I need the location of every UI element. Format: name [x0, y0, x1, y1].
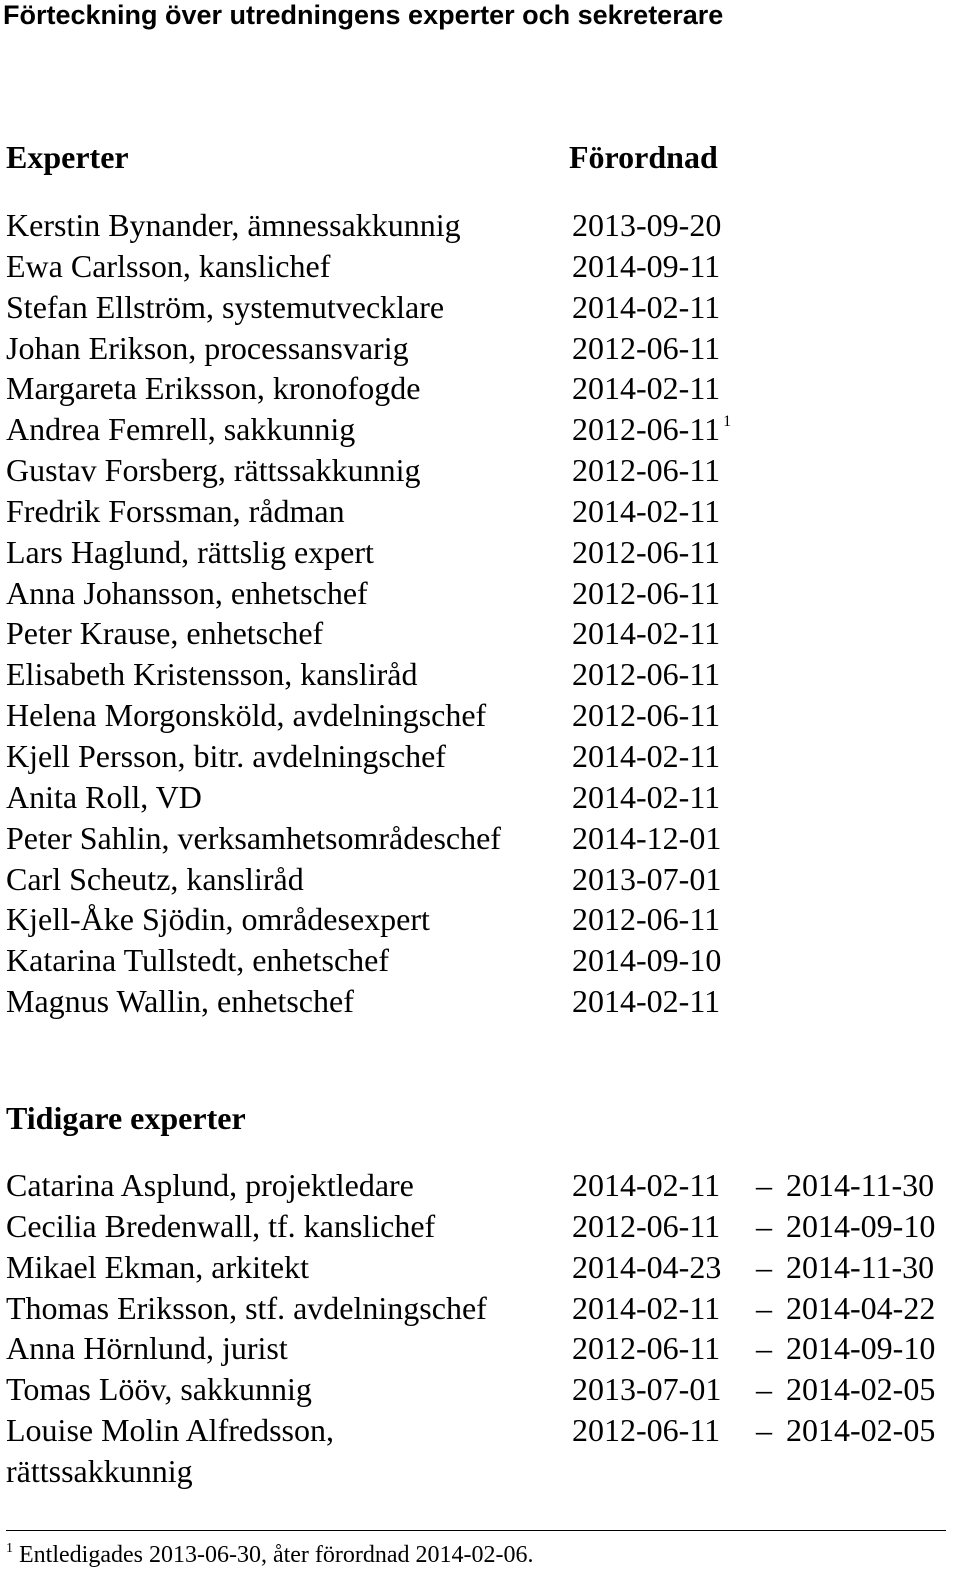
date-range-dash: – [756, 1248, 772, 1285]
footnote-text: Entledigades 2013-06-30, åter förordnad 2014-02-06. [19, 1542, 534, 1568]
former-expert-name: Thomas Eriksson, stf. avdelningschef [6, 1289, 487, 1326]
former-experts-heading: Tidigare experter [6, 1100, 246, 1136]
former-expert-from-date: 2013-07-01 [572, 1371, 722, 1408]
expert-name: Ewa Carlsson, kanslichef [6, 247, 331, 284]
expert-name: Anna Johansson, enhetschef [6, 574, 368, 611]
expert-date-value: 2014-02-11 [572, 737, 721, 774]
footnote-reference: 1 [723, 413, 732, 431]
appointed-date-heading: Förordnad [569, 139, 718, 175]
former-expert-to-date: 2014-09-10 [786, 1330, 936, 1367]
expert-name: Gustav Forsberg, rättssakkunnig [6, 452, 421, 489]
date-range-dash: – [756, 1207, 772, 1244]
expert-appointed-date [572, 613, 720, 654]
former-expert-from-date: 2014-02-11 [572, 1289, 721, 1326]
date-range-dash: – [756, 1167, 772, 1203]
expert-name: Margareta Eriksson, kronofogde [6, 370, 421, 407]
former-expert-from-date: 2012-06-11 [572, 1330, 721, 1367]
former-expert-name: Catarina Asplund, projektledare [6, 1167, 414, 1203]
expert-name: Katarina Tullstedt, enhetschef [6, 942, 390, 979]
expert-date-value: 2013-07-01 [572, 860, 722, 897]
expert-appointed-date [572, 287, 720, 328]
expert-appointed-date [572, 409, 731, 450]
former-expert-name: Louise Molin Alfredsson, rättssakkunnig [6, 1412, 334, 1489]
expert-name: Elisabeth Kristensson, kansliråd [6, 656, 418, 693]
footnote [6, 1540, 534, 1570]
former-expert-from-date: 2012-06-11 [572, 1412, 721, 1449]
former-expert-from-date: 2014-02-11 [572, 1167, 721, 1203]
expert-date-value: 2014-09-10 [572, 942, 722, 979]
former-expert-name: Anna Hörnlund, jurist [6, 1330, 288, 1367]
expert-appointed-date [572, 777, 720, 818]
expert-name: Lars Haglund, rättslig expert [6, 533, 374, 570]
expert-date-value: 2014-02-11 [572, 492, 721, 529]
expert-name: Stefan Ellström, systemutvecklare [6, 288, 445, 325]
expert-name: Peter Sahlin, verksamhetsområdeschef [6, 819, 501, 856]
expert-appointed-date [572, 328, 720, 369]
date-range-dash: – [756, 1371, 772, 1408]
expert-appointed-date [572, 695, 720, 736]
expert-appointed-date [572, 491, 720, 532]
expert-date-value: 2012-06-11 [572, 697, 721, 734]
expert-appointed-date [572, 532, 720, 573]
expert-date-value: 2012-06-11 [572, 452, 721, 489]
expert-name: Magnus Wallin, enhetschef [6, 983, 354, 1020]
expert-date-value: 2012-06-11 [572, 901, 721, 938]
expert-appointed-date [572, 654, 720, 695]
expert-appointed-date [572, 450, 720, 491]
expert-appointed-date [572, 573, 720, 614]
expert-date-value: 2012-06-11 [572, 533, 721, 570]
date-range-dash: – [756, 1412, 772, 1449]
expert-appointed-date [572, 205, 721, 246]
former-expert-from-date: 2012-06-11 [572, 1207, 721, 1244]
expert-date-value: 2014-02-11 [572, 288, 721, 325]
expert-date-value: 2012-06-11 [572, 656, 721, 693]
expert-date-value: 2014-02-11 [572, 370, 721, 407]
expert-appointed-date [572, 899, 720, 940]
expert-name: Helena Morgonsköld, avdelningschef [6, 697, 487, 734]
former-expert-to-date: 2014-11-30 [786, 1167, 935, 1203]
expert-date-value: 2012-06-11 [572, 411, 721, 448]
expert-name: Kerstin Bynander, ämnessakkunnig [6, 207, 461, 243]
date-range-dash: – [756, 1289, 772, 1326]
former-expert-to-date: 2014-02-05 [786, 1371, 936, 1408]
former-expert-name: Mikael Ekman, arkitekt [6, 1248, 310, 1285]
expert-name: Andrea Femrell, sakkunnig [6, 411, 356, 448]
expert-date-value: 2014-02-11 [572, 615, 721, 652]
expert-name: Kjell Persson, bitr. avdelningschef [6, 737, 446, 774]
former-expert-to-date: 2014-09-10 [786, 1207, 936, 1244]
expert-name: Peter Krause, enhetschef [6, 615, 324, 652]
former-expert-to-date: 2014-11-30 [786, 1248, 935, 1285]
expert-name: Johan Erikson, processansvarig [6, 329, 409, 366]
former-expert-name: Cecilia Bredenwall, tf. kanslichef [6, 1207, 436, 1244]
former-expert-to-date: 2014-02-05 [786, 1412, 936, 1449]
expert-name: Fredrik Forssman, rådman [6, 492, 345, 529]
expert-date-value: 2012-06-11 [572, 329, 721, 366]
expert-date-value: 2013-09-20 [572, 207, 722, 243]
experts-heading: Experter [6, 139, 129, 175]
footnote-rule [6, 1530, 946, 1531]
expert-name: Kjell-Åke Sjödin, områdesexpert [6, 901, 430, 938]
expert-date-value: 2014-09-11 [572, 247, 721, 284]
date-range-dash: – [756, 1330, 772, 1367]
expert-appointed-date [572, 246, 720, 287]
expert-date-value: 2012-06-11 [572, 574, 721, 611]
former-expert-from-date: 2014-04-23 [572, 1248, 722, 1285]
expert-appointed-date [572, 736, 720, 777]
expert-date-value: 2014-02-11 [572, 778, 721, 815]
expert-appointed-date [572, 940, 721, 981]
expert-appointed-date [572, 818, 721, 859]
expert-appointed-date [572, 368, 720, 409]
former-expert-to-date: 2014-04-22 [786, 1289, 936, 1326]
expert-name: Anita Roll, VD [6, 778, 202, 815]
expert-date-value: 2014-12-01 [572, 819, 722, 856]
expert-date-value: 2014-02-11 [572, 983, 721, 1020]
footnote-marker: 1 [6, 1541, 13, 1556]
former-expert-name: Tomas Lööv, sakkunnig [6, 1371, 312, 1408]
expert-appointed-date [572, 981, 720, 1022]
expert-name: Carl Scheutz, kansliråd [6, 860, 304, 897]
page-title: Förteckning över utredningens experter och sekreterare [3, 0, 724, 30]
expert-appointed-date [572, 859, 721, 900]
